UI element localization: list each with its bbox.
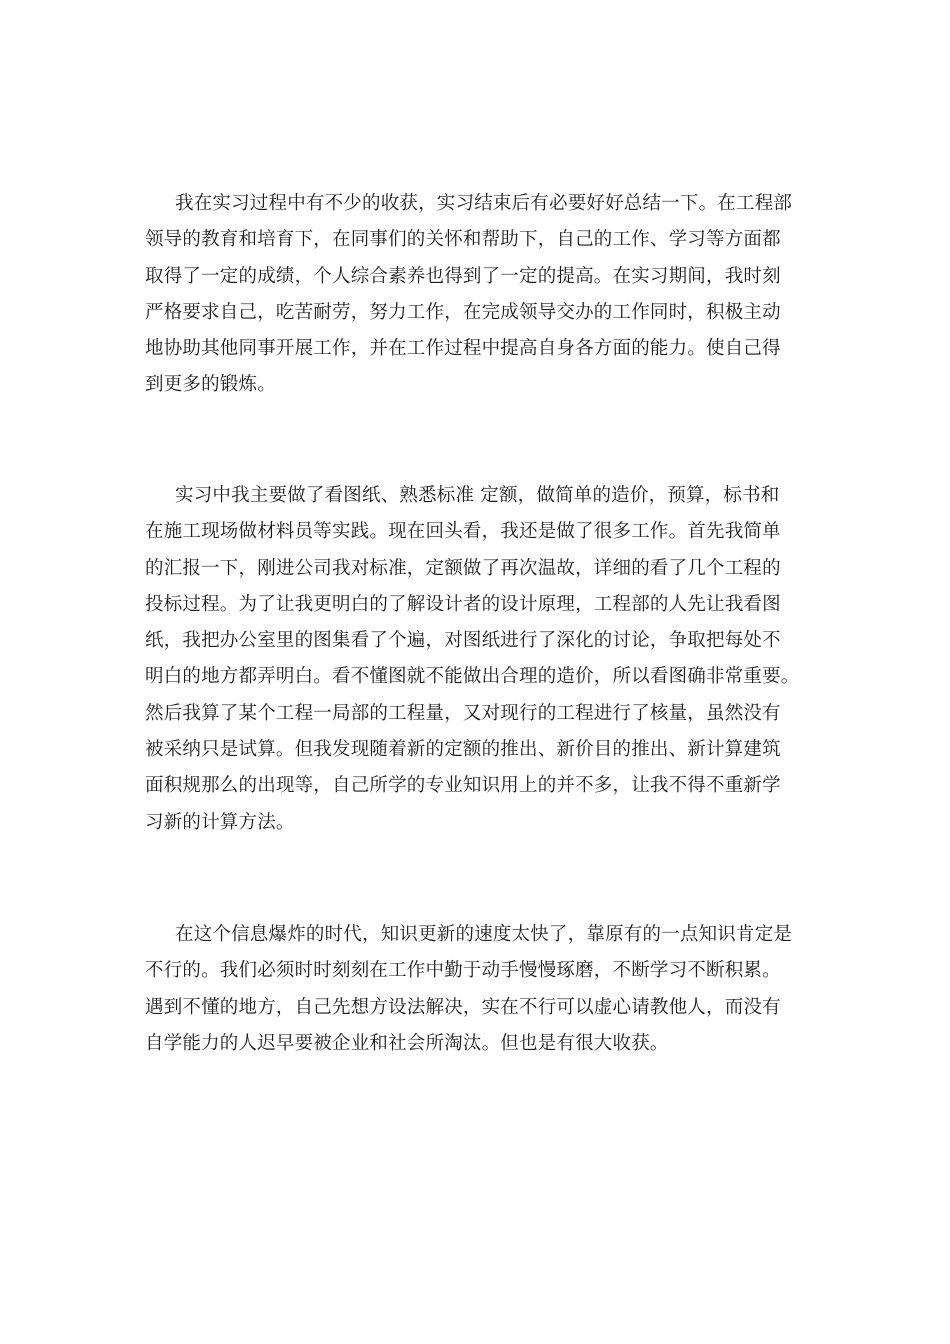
paragraph-line: 投标过程。为了让我更明白的了解设计者的设计原理，工程部的人先让我看图 — [145, 593, 781, 615]
paragraph-line: 习新的计算方法。 — [145, 811, 295, 833]
paragraph-line: 地协助其他同事开展工作，并在工作过程中提高自身各方面的能力。使自己得 — [145, 338, 781, 360]
paragraph-line: 严格要求自己，吃苦耐劳，努力工作，在完成领导交办的工作同时，积极主动 — [145, 301, 781, 323]
paragraph-continuous-learning — [145, 917, 815, 1062]
paragraph-line: 在施工现场做材料员等实践。现在回头看，我还是做了很多工作。首先我简单 — [145, 521, 781, 543]
paragraph-line: 不行的。我们必须时时刻刻在工作中勤于动手慢慢琢磨，不断学习不断积累。 — [145, 960, 781, 982]
paragraph-line: 明白的地方都弄明白。看不懂图就不能做出合理的造价，所以看图确非常重要。 — [145, 666, 800, 688]
paragraph-line: 在这个信息爆炸的时代，知识更新的速度太快了，靠原有的一点知识肯定是 — [175, 924, 793, 945]
paragraph-line: 遇到不懂的地方，自己先想方设法解决，实在不行可以虚心请教他人，而没有 — [145, 996, 781, 1018]
paragraph-line: 实习中我主要做了看图纸、熟悉标准 定额，做简单的造价，预算，标书和 — [175, 485, 780, 506]
paragraph-line: 领导的教育和培育下，在同事们的关怀和帮助下，自己的工作、学习等方面都 — [145, 229, 781, 251]
paragraph-line: 我在实习过程中有不少的收获，实习结束后有必要好好总结一下。在工程部 — [175, 193, 793, 214]
paragraph-line: 纸，我把办公室里的图集看了个遍，对图纸进行了深化的讨论，争取把每处不 — [145, 630, 781, 652]
paragraph-internship-gains — [145, 186, 815, 404]
paragraph-line: 面积规那么的出现等，自己所学的专业知识用上的并不多，让我不得不重新学 — [145, 775, 781, 797]
paragraph-line: 被采纳只是试算。但我发现随着新的定额的推出、新价目的推出、新计算建筑 — [145, 739, 781, 761]
paragraph-line: 到更多的锻炼。 — [145, 374, 276, 396]
paragraph-line: 自学能力的人迟早要被企业和社会所淘汰。但也是有很大收获。 — [145, 1032, 669, 1054]
paragraph-line: 的汇报一下，刚进公司我对标准，定额做了再次温故，详细的看了几个工程的 — [145, 557, 781, 579]
paragraph-internship-work — [145, 478, 815, 841]
paragraph-line: 然后我算了某个工程一局部的工程量，又对现行的工程进行了核量，虽然没有 — [145, 702, 781, 724]
paragraph-line: 取得了一定的成绩，个人综合素养也得到了一定的提高。在实习期间，我时刻 — [145, 265, 781, 287]
